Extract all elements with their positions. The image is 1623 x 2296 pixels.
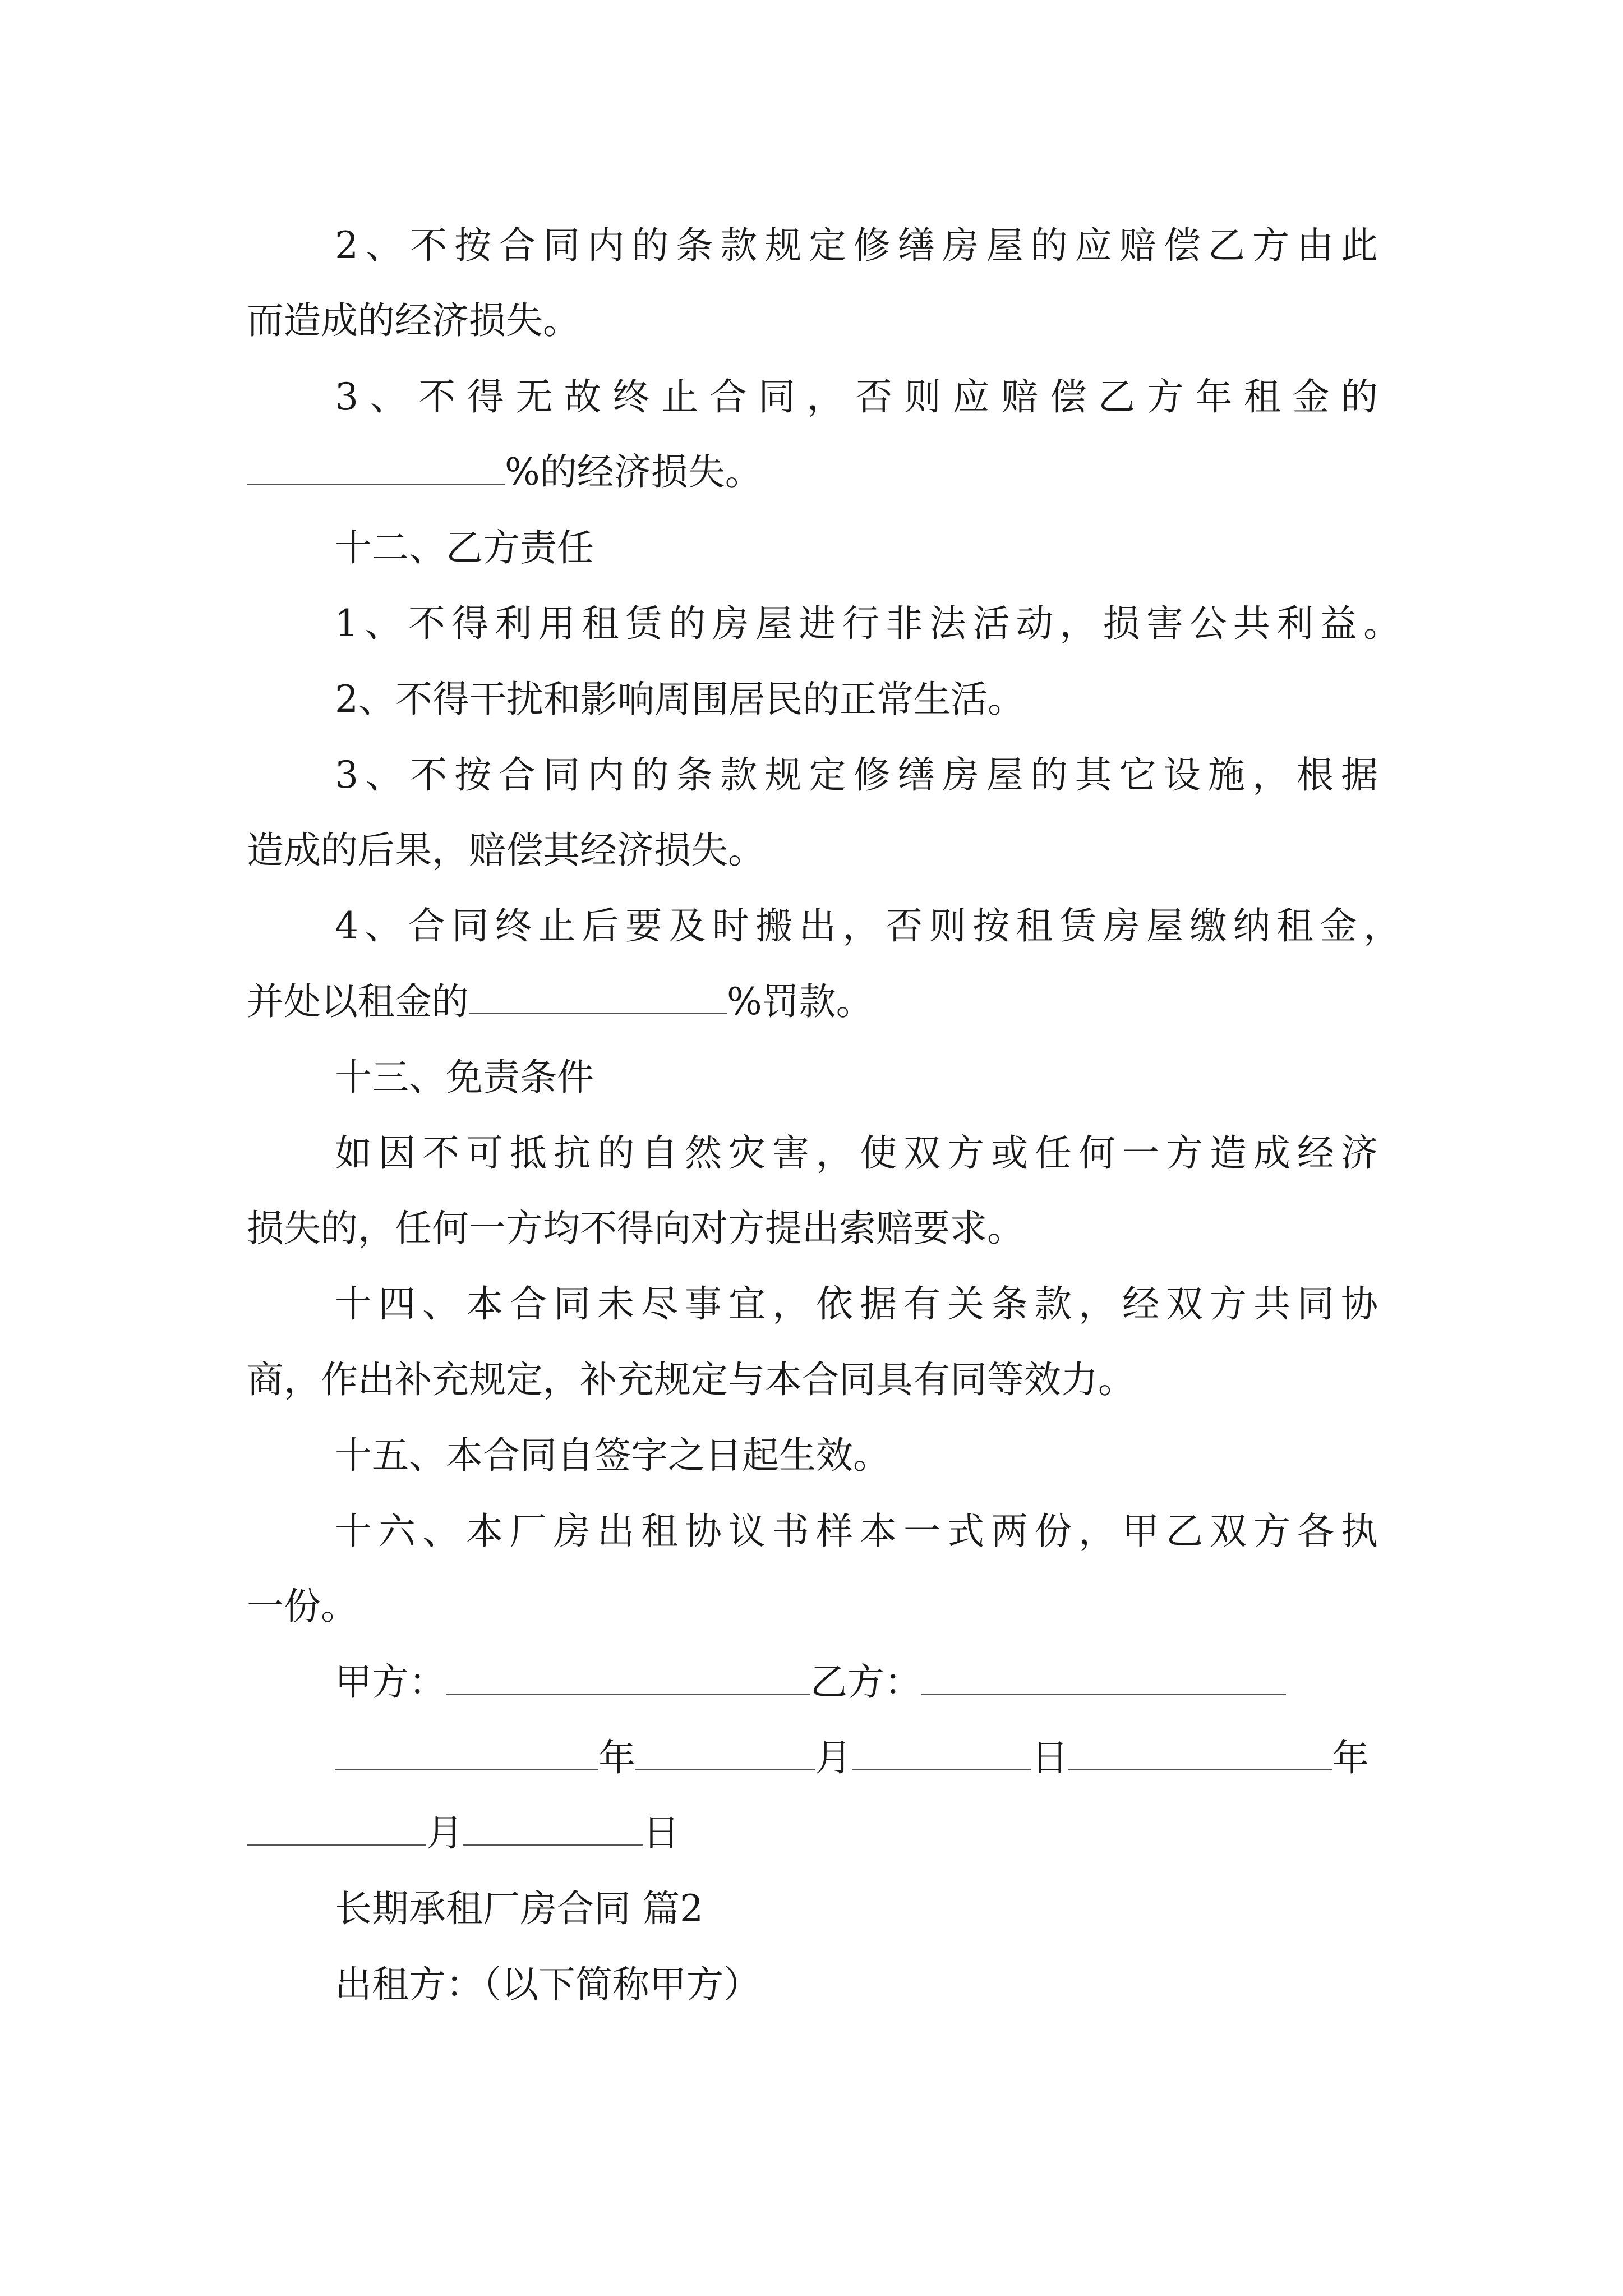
- signature-line: [335, 1660, 1286, 1705]
- blank-suffix-text: %的经济损失。: [505, 450, 762, 494]
- paragraph-line: 损失的，任何一方均不得向对方提出索赔要求。: [247, 1207, 1024, 1250]
- paragraph-line: 十四、本合同未尽事宜，依据有关条款，经双方共同协: [335, 1282, 1378, 1326]
- paragraph-line: 商，作出补充规定，补充规定与本合同具有同等效力。: [247, 1358, 1135, 1401]
- month-label: 月: [426, 1811, 463, 1855]
- paragraph-line: [247, 979, 873, 1024]
- year-blank: [1068, 1737, 1332, 1770]
- party-b-signature-blank: [921, 1661, 1286, 1695]
- date-line: [335, 1736, 1369, 1780]
- fill-in-blank: [247, 451, 505, 485]
- day-blank: [463, 1812, 643, 1846]
- blank-suffix-text: %罚款。: [727, 980, 873, 1023]
- section-heading: 十三、免责条件: [335, 1056, 594, 1099]
- paragraph-line: 十五、本合同自签字之日起生效。: [335, 1434, 890, 1477]
- party-b-label: 乙方：: [810, 1660, 921, 1704]
- paragraph-line: 一份。: [247, 1585, 358, 1628]
- paragraph-line: 出租方：（以下简称甲方）: [335, 1963, 760, 2006]
- blank-prefix-text: 并处以租金的: [247, 980, 469, 1023]
- paragraph-line: 十六、本厂房出租协议书样本一式两份，甲乙双方各执: [335, 1510, 1378, 1553]
- year-label: 年: [598, 1736, 635, 1779]
- party-a-signature-blank: [446, 1661, 810, 1695]
- paragraph-line: 2、不得干扰和影响周围居民的正常生活。: [335, 678, 1025, 721]
- document-subtitle: 长期承租厂房合同 篇2: [335, 1887, 703, 1930]
- paragraph-line: 3、不按合同内的条款规定修缮房屋的其它设施，根据: [335, 753, 1378, 797]
- day-label: 日: [643, 1811, 680, 1855]
- paragraph-line: 1、不得利用租赁的房屋进行非法活动，损害公共利益。: [335, 602, 1400, 645]
- month-label: 月: [815, 1736, 852, 1779]
- paragraph-line: [247, 450, 762, 495]
- party-a-label: 甲方：: [335, 1660, 446, 1704]
- section-heading: 十二、乙方责任: [335, 526, 594, 569]
- paragraph-line: 如因不可抵抗的自然灾害，使双方或任何一方造成经济: [335, 1131, 1378, 1175]
- year-label: 年: [1332, 1736, 1369, 1779]
- year-blank: [335, 1737, 598, 1770]
- fill-in-blank: [469, 981, 727, 1014]
- date-line: [247, 1811, 680, 1856]
- day-blank: [852, 1737, 1031, 1770]
- paragraph-line: 4、合同终止后要及时搬出，否则按租赁房屋缴纳租金，: [335, 904, 1400, 947]
- paragraph-line: 2、不按合同内的条款规定修缮房屋的应赔偿乙方由此: [335, 224, 1378, 267]
- paragraph-line: 造成的后果，赔偿其经济损失。: [247, 829, 765, 872]
- paragraph-line: 3、不得无故终止合同，否则应赔偿乙方年租金的: [335, 375, 1378, 418]
- month-blank: [247, 1812, 426, 1846]
- month-blank: [635, 1737, 815, 1770]
- day-label: 日: [1031, 1736, 1068, 1779]
- paragraph-line: 而造成的经济损失。: [247, 299, 580, 342]
